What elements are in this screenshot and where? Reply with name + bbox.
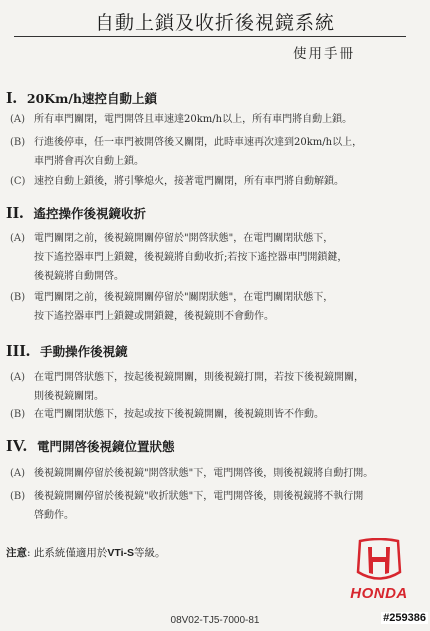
list-item <box>10 172 425 191</box>
item-text: 後視鏡將自動開啓。 <box>34 271 124 282</box>
honda-logo <box>336 538 422 606</box>
item-text: 電門關閉之前，後視鏡開關停留於"關閉狀態"，在電門關閉狀態下， <box>34 292 334 303</box>
item-text: 行進後停車，任一車門被開啓後又關閉，此時車速再次達到20km/h以上， <box>34 137 363 148</box>
section-title: 20Km/h速控自動上鎖 <box>26 91 158 106</box>
part-number: 08V02-TJ5-7000-81 <box>170 615 260 626</box>
list-item <box>10 405 425 424</box>
section-number: I. <box>6 88 17 107</box>
item-marker: (B) <box>10 491 26 502</box>
note-label: 注意 <box>6 547 27 559</box>
page-subtitle: 使用手冊 <box>293 46 355 62</box>
item-text: 啓動作。 <box>34 510 74 521</box>
item-text: 車門將會再次自動上鎖。 <box>34 156 144 167</box>
honda-h-icon <box>356 538 402 582</box>
item-marker: (A) <box>10 114 26 125</box>
item-marker: (C) <box>10 176 26 187</box>
watermark: #259386 <box>383 612 426 624</box>
list-item <box>10 464 425 483</box>
section-number: IV. <box>6 436 27 455</box>
item-text: 按下遙控器車門上鎖鍵，後視鏡將自動收折;若按下遙控器車門開鎖鍵， <box>34 252 348 263</box>
section-heading-2 <box>6 203 146 223</box>
usage-note <box>6 545 166 560</box>
section-number: III. <box>6 341 31 360</box>
list-item <box>10 368 425 406</box>
section-number: II. <box>6 203 24 222</box>
list-item <box>10 487 425 525</box>
item-text: 在電門關閉狀態下，按起或按下後視鏡開關，後視鏡則皆不作動。 <box>34 409 324 420</box>
item-text: 後視鏡開關停留於後視鏡"開啓狀態"下，電門開啓後，則後視鏡將自動打開。 <box>34 468 374 479</box>
section-title: 手動操作後視鏡 <box>40 344 128 359</box>
list-item <box>10 110 425 129</box>
note-model: VTi-S <box>107 547 135 559</box>
item-text: 後視鏡開關停留於後視鏡"收折狀態"下，電門開啓後，則後視鏡將不執行開 <box>34 491 364 502</box>
note-text: : 此系統僅適用於 <box>27 547 108 559</box>
list-item <box>10 288 425 326</box>
item-marker: (A) <box>10 233 26 244</box>
list-item <box>10 229 425 286</box>
list-item <box>10 133 425 171</box>
item-marker: (A) <box>10 468 26 479</box>
section-title: 遙控操作後視鏡收折 <box>33 206 146 221</box>
section-heading-1 <box>6 88 157 108</box>
item-marker: (B) <box>10 292 26 303</box>
section-heading-3 <box>6 341 128 361</box>
item-text: 則後視鏡關閉。 <box>34 391 104 402</box>
section-heading-4 <box>6 436 174 456</box>
item-marker: (B) <box>10 137 26 148</box>
item-text: 在電門開啓狀態下，按起後視鏡開關，則後視鏡打開，若按下後視鏡開關， <box>34 372 364 383</box>
item-text: 所有車門關閉，電門開啓且車速達20km/h以上，所有車門將自動上鎖。 <box>34 114 353 125</box>
honda-wordmark: HONDA <box>350 585 408 602</box>
page-title: 自動上鎖及收折後視鏡系統 <box>94 12 335 34</box>
item-text: 速控自動上鎖後，將引擎熄火，接著電門關閉，所有車門將自動解鎖。 <box>34 176 344 187</box>
title-divider <box>14 36 406 37</box>
item-marker: (A) <box>10 372 26 383</box>
item-text: 按下遙控器車門上鎖鍵或開鎖鍵，後視鏡則不會動作。 <box>34 311 274 322</box>
note-text-end: 等級。 <box>134 547 166 559</box>
item-text: 電門關閉之前，後視鏡開關停留於"開啓狀態"，在電門關閉狀態下， <box>34 233 334 244</box>
section-title: 電門開啓後視鏡位置狀態 <box>36 439 175 454</box>
item-marker: (B) <box>10 409 26 420</box>
